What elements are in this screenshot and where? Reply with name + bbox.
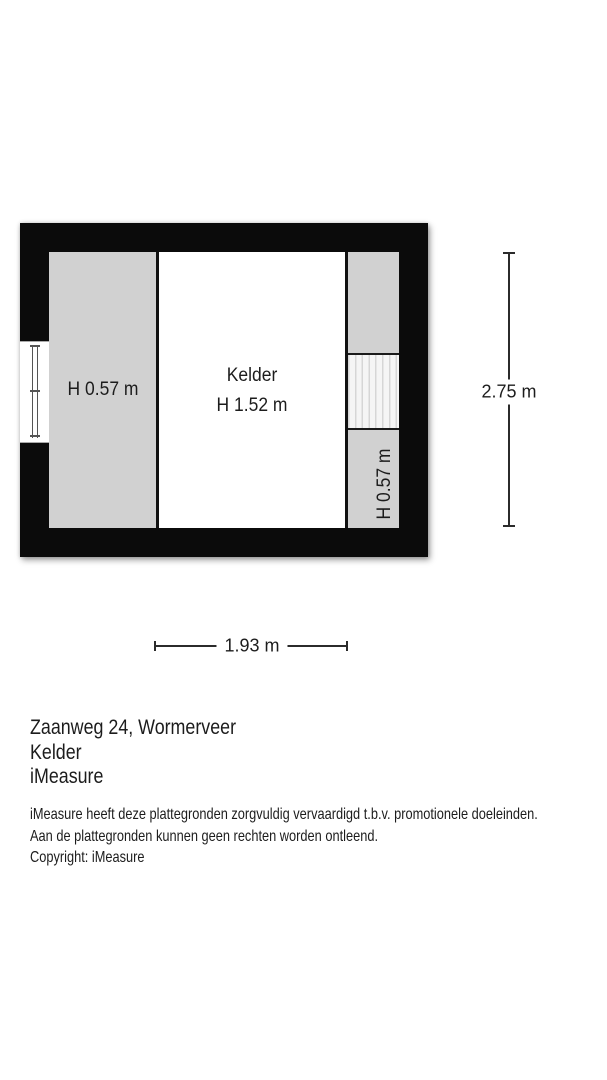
disclaimer-line: Copyright: iMeasure [30, 849, 145, 866]
height-dimension-tick-bottom [503, 525, 515, 527]
window-frame-bar [30, 435, 40, 437]
caption-block [30, 716, 236, 790]
height-dimension-tick-top [503, 252, 515, 254]
room-name-label: Kelder [226, 365, 278, 386]
caption-floor: Kelder [30, 740, 82, 764]
window-frame-bar [30, 390, 40, 392]
window-icon [20, 341, 49, 443]
disclaimer-block [30, 804, 538, 869]
window-frame-bar [30, 345, 40, 347]
zone-low-height-right [348, 252, 399, 528]
floorplan [20, 223, 428, 557]
width-dimension-tick-left [154, 641, 156, 651]
zone-right-height-label: H 0.57 m [374, 448, 395, 520]
width-dimension-label: 1.93 m [216, 636, 287, 657]
stairs-icon [348, 353, 399, 430]
height-dimension-label: 2.75 m [476, 380, 541, 405]
zone-low-height-left [49, 252, 156, 528]
disclaimer-line: Aan de plattegronden kunnen geen rechten worden ontleend. [30, 827, 379, 845]
room-height-label: H 1.52 m [216, 395, 288, 416]
width-dimension-tick-right [346, 641, 348, 651]
window-glass-lines [32, 346, 38, 438]
caption-brand: iMeasure [30, 765, 104, 788]
disclaimer-line: iMeasure heeft deze plattegronden zorgvuldig vervaardigd t.b.v. promotionele doeleinden. [30, 806, 538, 823]
room-kelder [159, 252, 345, 528]
zone-left-height-label: H 0.57 m [67, 379, 138, 400]
caption-address: Zaanweg 24, Wormerveer [30, 716, 237, 739]
